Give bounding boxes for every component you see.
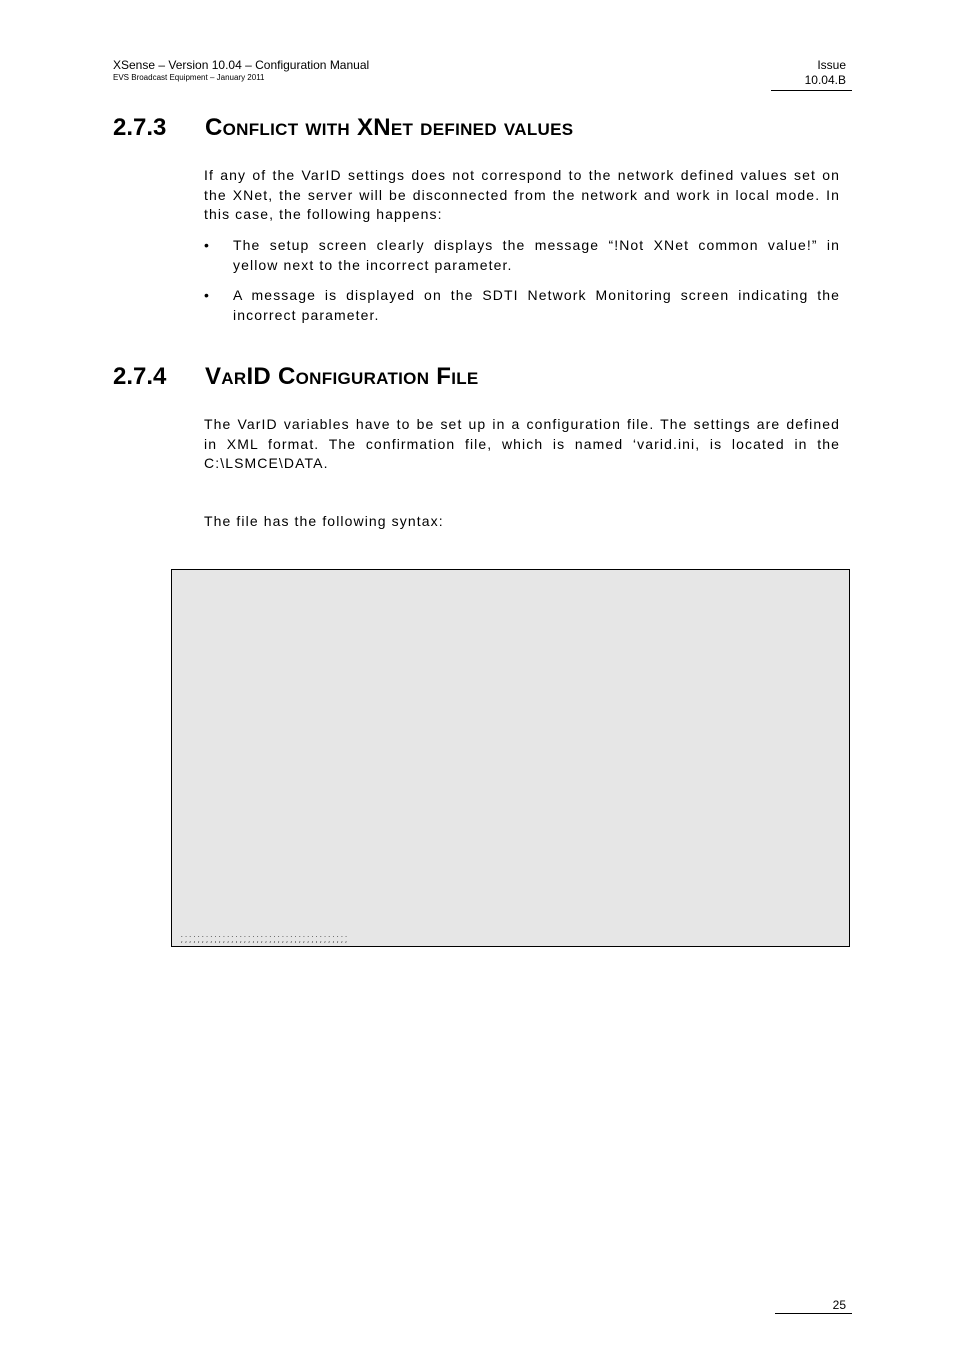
section-heading-2-7-3 xyxy=(113,114,573,142)
syntax-code-box xyxy=(171,569,850,947)
bullet-text: A message is displayed on the SDTI Network Monitoring screen indicating the incorrect parameter. xyxy=(233,287,840,323)
issue-underline xyxy=(771,90,852,91)
issue-value: 10.04.B xyxy=(804,73,846,87)
section-paragraph: If any of the VarID settings does not correspond to the network defined values set on the XNet, the server will be disconnected from the network and work in local mode. In this case, the following happens: xyxy=(204,167,840,222)
bullet-list xyxy=(204,236,840,325)
document-title: XSense – Version 10.04 – Configuration Manual xyxy=(113,58,370,72)
section-title: VarID Configuration File xyxy=(205,363,479,390)
section-heading-2-7-4 xyxy=(113,363,479,391)
page-header xyxy=(113,58,369,83)
list-item xyxy=(204,286,840,325)
issue-block xyxy=(805,58,846,87)
list-item xyxy=(204,236,840,275)
bullet-icon: • xyxy=(204,287,211,303)
bullet-icon: • xyxy=(204,237,211,253)
bullet-text: The setup screen clearly displays the message “!Not XNet common value!” in yellow next to the incorrect parameter. xyxy=(233,237,840,273)
dots-line: ........................................ xyxy=(180,932,349,939)
section-paragraph: The VarID variables have to be set up in a configuration file. The settings are defined in XML format. The confirmation file, which is named ‘varid.ini, is located in the C:\LSMCE\DATA. xyxy=(204,416,840,471)
page-number: 25 xyxy=(832,1298,846,1312)
document-subtitle: EVS Broadcast Equipment – January 2011 xyxy=(113,73,265,82)
dots-line: ,,,,,,,,,,,,,,,,,,,,,,,,,,,,,,,,,,,,,,,, xyxy=(180,937,349,944)
issue-label: Issue xyxy=(817,58,846,72)
page-number-underline xyxy=(775,1313,852,1314)
code-placeholder-dots xyxy=(180,933,349,943)
section-number: 2.7.4 xyxy=(113,363,167,390)
section-number: 2.7.3 xyxy=(113,114,167,141)
section-paragraph-syntax: The file has the following syntax: xyxy=(204,513,444,529)
section-title: Conflict with XNet defined values xyxy=(205,114,574,141)
